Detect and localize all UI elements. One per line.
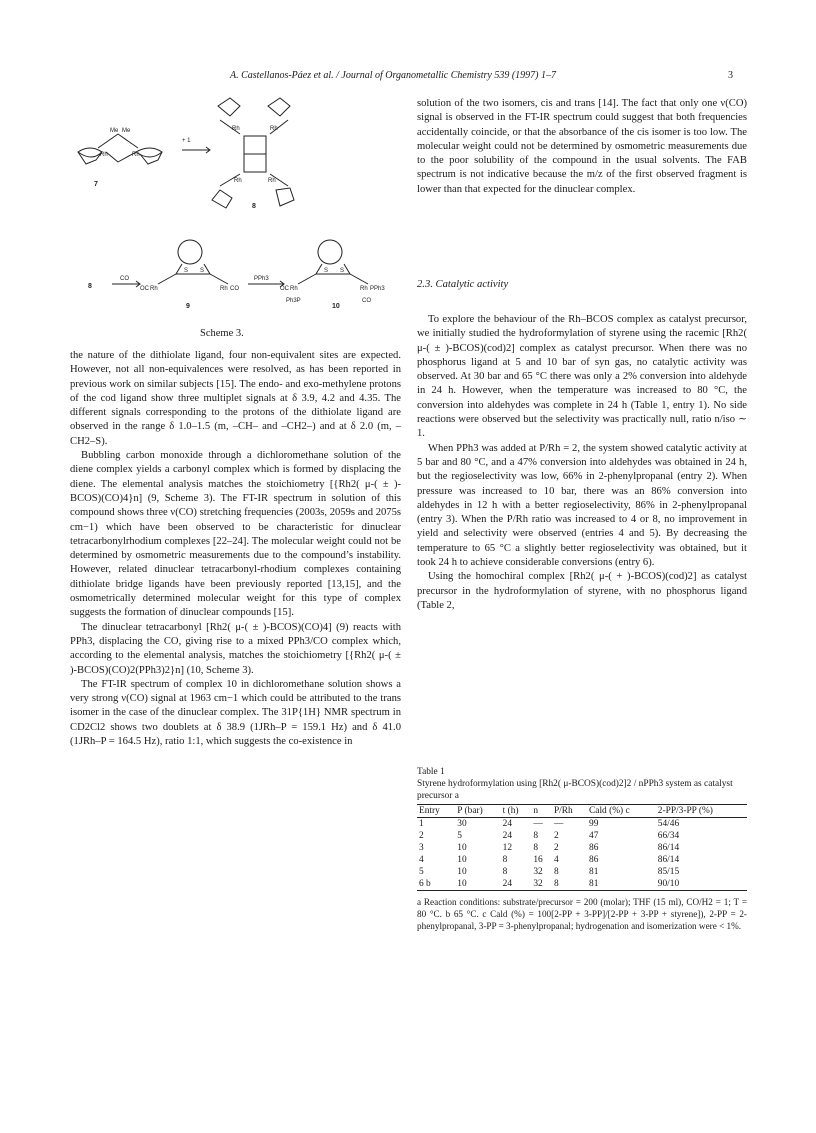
table-cell: 10 [457,879,467,889]
label-co-arrow: CO [120,276,129,282]
compound-number-7: 7 [94,181,98,188]
label-rh-10b: Rh [360,286,368,292]
column-header: t (h) [502,806,519,816]
table-cell: 8 [533,831,539,841]
label-s-10a: S [324,268,329,274]
table-row [417,866,747,878]
table-cell: 86 [589,855,599,865]
left-paragraph-1: the nature of the dithiolate ligand, four non-equivalent sites are expected. However, not all non-equivalences were resolved, as has been reported in previous work on similar subjects [15]. The endo- and exo-methylene protons of the cod ligand show three multiplet signals at δ 3.9, 4.2 and 4.35. The different signals corresponding to the protons of the dithiolate ligand are observed in the range δ 1.0–1.5 (m, –CH– and –CH2–) and at δ 2.0 (m, –CH2–S). [70,350,401,447]
compound-number-8-reactant: 8 [88,283,92,290]
table-cell: 8 [553,867,559,877]
table-cell: 47 [589,831,599,841]
table-footnote: a Reaction conditions: substrate/precursor = 200 (molar); THF (15 ml), CO/H2 = 1; T = 80 °C. b 65 °C. c Cald (%) = 100[2-PP + 3-PP]/[2-PP + 3-PP + styrene]), 2-PP = 2-phenylpropanal, 3-PP = 3-phenylpropanal; hydrogenation and isomerization were < 1%. [417,897,747,931]
label-me-1: Me [110,128,119,134]
column-header: Entry [419,806,440,816]
table-1 [417,766,747,932]
table-cell: 24 [502,831,513,841]
label-rh-10a: Rh [290,286,298,292]
label-me-2: Me [122,128,131,134]
label-co-10: CO [362,298,371,304]
table-label: Table 1 [417,767,445,777]
table-cell: 8 [502,855,508,865]
table-header-row [417,805,747,818]
compound-number-8: 8 [252,203,256,210]
table-cell: — [553,819,564,829]
column-header: P/Rh [553,806,573,816]
right-column-top [417,97,747,197]
running-title: A. Castellanos-Páez et al. / Journal of Organometallic Chemistry 539 (1997) 1–7 [230,70,556,81]
scheme-3-figure [70,90,400,340]
table-cell: 85/15 [657,867,680,877]
left-paragraph-4: The FT-IR spectrum of complex 10 in dichloromethane solution shows a very strong ν(CO) signal at 1963 cm−1 which could be attributed to the trans isomer in the case of the dinuclear complex. The 31P{1H} NMR spectrum in CD2Cl2 shows two doublets at δ 38.9 (1JRh–P = 159.1 Hz) and δ 41.0 (1JRh–P = 164.5 Hz), ratio 1:1, which suggests the co-existence in [70,678,401,748]
column-header: Cald (%) c [589,806,630,816]
label-oc-10: OC [280,286,289,292]
table-cell: 8 [502,867,508,877]
column-header: P (bar) [457,806,483,816]
table-cell: 24 [502,879,513,889]
label-s-10b: S [340,268,345,274]
compound-9-structure [158,240,228,284]
table-cell: 5 [419,867,424,877]
table-row [417,842,747,854]
table-row [417,854,747,866]
compound-10-structure [298,240,368,284]
table-cell: 5 [457,831,462,841]
table-cell: 10 [457,867,467,877]
label-rh-8d: Rh [268,178,276,184]
table-cell: 1 [419,819,424,829]
compound-7-structure [78,134,162,164]
table-cell: 10 [457,843,467,853]
table-cell: 54/46 [657,819,680,829]
table-cell: 32 [533,879,543,889]
label-pph3-10: PPh3 [370,286,385,292]
table-cell: 86 [589,843,599,853]
label-oc-9: OC [140,286,149,292]
left-column [70,349,401,749]
table-cell: — [533,819,543,829]
label-s-9b: S [200,268,205,274]
table-row [417,830,747,842]
label-rh-8b: Rh [270,126,278,132]
table-cell: 30 [457,819,467,829]
compound-number-10: 10 [332,303,340,310]
table-cell: 81 [589,867,599,877]
table-cell: 32 [533,867,543,877]
table-caption: Styrene hydroformylation using [Rh2( μ-BCOS)(cod)2]2 / nPPh3 system as catalyst precursor a [417,779,733,801]
label-co-9: CO [230,286,239,292]
table-cell: 2 [553,843,559,853]
table-cell: 16 [533,855,543,865]
table-cell: 24 [502,819,513,829]
right-paragraph-2: When PPh3 was added at P/Rh = 2, the system showed catalytic activity at 5 bar and 80 °C, and a 47% conversion into aldehydes was obtained in 24 h, but the regioselectivity was low, 66% in 2-phenylpropanal (entry 2). When pressure was increased to 10 bar, there was an 86% conversion into aldehydes in 12 h with a better regioselectivity, 86% in 2-phenylpropanal (entry 3). When the P/Rh ratio was increased to 4 or 8, no improvement in yield and selectivity were observed (entries 4 and 5). By decreasing the temperature to 65 °C a slightly better regioselectivity was obtained, but it took 24 h to achieve considerable conversions (entry 6). [417,442,747,569]
table-cell: 86/14 [657,843,680,853]
label-rh-8a: Rh [232,126,240,132]
label-rh-7a: Rh [100,152,108,158]
data-table [417,804,747,891]
page-number: 3 [728,70,733,81]
label-rh-8c: Rh [234,178,242,184]
right-paragraph-1: To explore the behaviour of the Rh–BCOS complex as catalyst precursor, we initially studied the hydroformylation of styrene using the racemic [Rh2( μ-( ± )-BCOS)(cod)2] complex as catalyst precursor. When there was no phosphorus ligand at 5 and 10 bar of syn gas, no catalytic activity was observed. At 30 bar and 65 °C there was only a 2% conversion into aldehyde in 24 h. However, when the temperature was increased to 80 °C, the conversion into aldehydes was complete in 24 h (Table 1, entry 1). No side reactions were observed but the selectivity was practically null, ratio n/iso ∼ 1. [417,314,747,440]
table-cell: 81 [589,879,599,889]
table-cell: 2 [553,831,559,841]
table-cell: 8 [533,843,539,853]
label-rh-7b: Rh [132,152,140,158]
table-row [417,878,747,891]
table-cell: 6 b [419,879,431,889]
section-heading: 2.3. Catalytic activity [417,279,509,290]
table-cell: 4 [553,855,559,865]
label-ph3p-10: Ph3P [286,298,301,304]
label-rh-9b: Rh [220,286,228,292]
table-cell: 10 [457,855,467,865]
column-header: n [533,806,539,816]
table-cell: 4 [419,855,424,865]
right-paragraph-top: solution of the two isomers, cis and trans [14]. The fact that only one ν(CO) signal is observed in the FT-IR spectrum could suggest that both frequencies accidentally coincide, or that the absorbance of the cis isomer is too low. The molecular weight could not be determined by osmometric measurements due to the poor solubility of the compound in the usual solvents. The FAB spectrum is not indicative because the m/z of the first observed fragment is lower than that expected for the dinuclear complex. [417,98,747,195]
compound-8-structure [212,98,294,208]
table-cell: 3 [419,843,424,853]
label-s-9a: S [184,268,189,274]
compound-number-9: 9 [186,303,190,310]
column-header: 2-PP/3-PP (%) [657,806,713,816]
scheme-caption: Scheme 3. [200,328,244,339]
table-row [417,818,747,831]
right-paragraph-3: Using the homochiral complex [Rh2( μ-( + )-BCOS)(cod)2] as catalyst precursor in the hydroformylation of styrene, with no phosphorus ligand (Table 2, [417,571,747,611]
left-paragraph-3: The dinuclear tetracarbonyl [Rh2( μ-( ± )-BCOS)(CO)4] (9) reacts with PPh3, displacing the CO, giving rise to a mixed PPh3/CO complex which, according to the elemental analysis, matches the stoichiometry [{Rh2( μ-( ± )-BCOS)(CO)2(PPh3)2}n] (10, Scheme 3). [70,621,401,676]
table-cell: 90/10 [657,879,680,889]
label-plus-one: + 1 [182,138,191,144]
label-pph3-arrow: PPh3 [254,276,269,282]
table-cell: 12 [502,843,513,853]
label-rh-9a: Rh [150,286,158,292]
table-cell: 8 [553,879,559,889]
left-paragraph-2: Bubbling carbon monoxide through a dichloromethane solution of the diene complex yields a carbonyl complex which is formed by displacing the diene. The elemental analysis matches the stoichiometry [{Rh2( μ-( ± )-BCOS)(CO)4}n] (9, Scheme 3). The FT-IR spectrum in solution of this compound shows three ν(CO) stretching frequencies (2003s, 2059s and 2075s cm−1) which have been observed to be characteristic for dinuclear tetracarbonylrhodium complexes [22–24]. The molecular weight could not be determined by osmometric measurements due to the compound’s instability. However, related dinuclear tetracarbonyl-rhodium complexes containing dithiolate bridge ligands have been previously reported [13,15], and the osmometrically determined molecular weight for this type of complex suggests the formation of dinuclear compounds [15]. [70,450,401,619]
table-cell: 66/34 [657,831,680,841]
table-cell: 86/14 [657,855,680,865]
table-cell: 99 [589,819,599,829]
table-cell: 2 [419,831,424,841]
right-column-body [417,313,747,613]
